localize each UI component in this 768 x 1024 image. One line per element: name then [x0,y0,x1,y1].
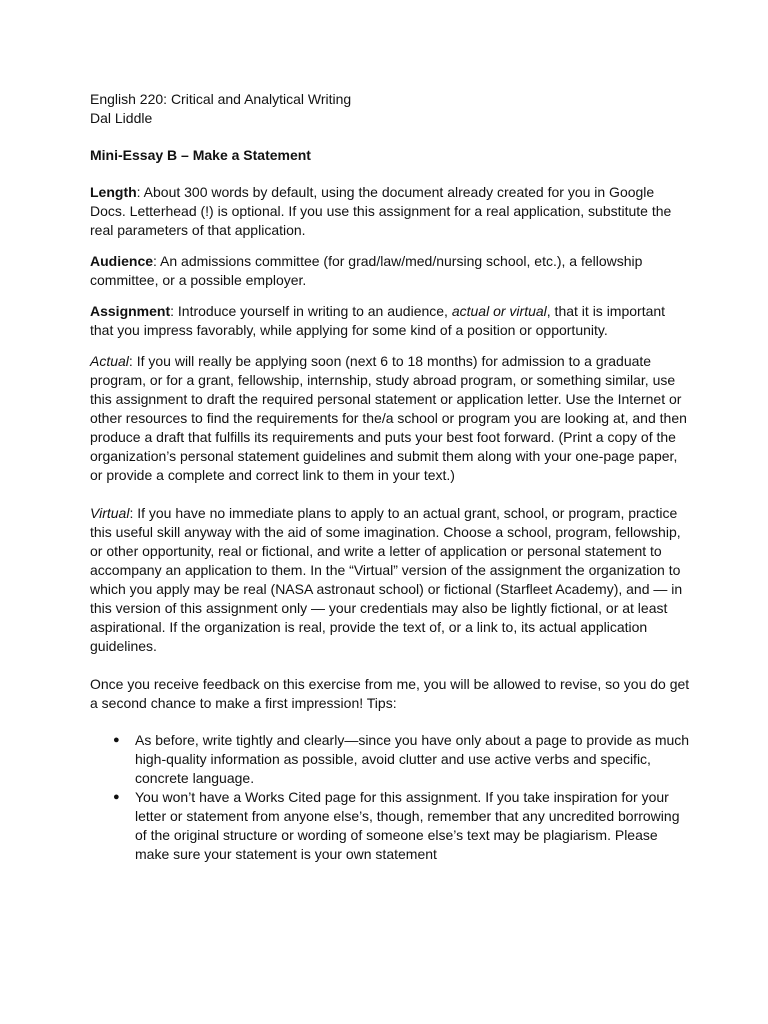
assignment-title: Mini-Essay B – Make a Statement [90,147,311,163]
virtual-paragraph [90,504,690,656]
virtual-label: Virtual [90,505,130,521]
actual-label: Actual [90,353,129,369]
tip-text: As before, write tightly and clearly—since you have only about a page to provide as much high-quality information as possible, avoid clutter and use active verbs and specific, concrete language. [135,732,690,786]
actual-text: : If you will really be applying soon (next 6 to 18 months) for admission to a graduate program, or for a grant, fellowship, internship, study abroad program, or something similar, use this assignment to draft the required personal statement or application letter. Use the Internet or other resources to find the requirements for the/a school or program you are looking at, and then produce a draft that fulfills its requirements and puts your best foot forward. (Print a copy of the organization’s personal statement guidelines and submit them along with your one-page paper, or provide a complete and correct link to them in your text.) [90,353,687,483]
list-item [90,788,690,864]
tips-list [90,731,690,864]
assignment-text-after: , that it is important that you impress favorably, while applying for some kind of a position or opportunity. [90,303,666,338]
length-text: : About 300 words by default, using the document already created for you in Google Docs. Letterhead (!) is optional. If you use this assignment for a real application, substitute the real parameters of that application. [90,184,672,238]
actual-paragraph [90,352,690,485]
assignment-text-before: : Introduce yourself in writing to an audience, [170,303,452,319]
bullet-icon: ● [113,734,120,746]
tip-text: You won’t have a Works Cited page for this assignment. If you take inspiration for your letter or statement from anyone else’s, though, remember that any uncredited borrowing of the original structure or wording of someone else’s text may be plagiarism. Please make sure your statement is your own statement [135,789,680,862]
assignment-label: Assignment [90,303,171,319]
audience-label: Audience [90,253,154,269]
course-title: English 220: Critical and Analytical Writing [90,91,352,107]
assignment-paragraph [90,302,690,340]
length-paragraph [90,183,690,240]
bullet-icon: ● [113,791,120,803]
list-item [90,731,690,788]
assignment-italic: actual or virtual [451,303,547,319]
virtual-text: : If you have no immediate plans to apply to an actual grant, school, or program, practice this useful skill anyway with the aid of some imagination. Choose a school, program, fellowship, or other opportunity, real or fictional, and write a letter of application or personal statement to accompany an application to them. In the “Virtual” version of the assignment the organization to which you apply may be real (NASA astronaut school) or fictional (Starfleet Academy), and — in this version of this assignment only — your credentials may also be lightly fictional, or at least aspirational. If the organization is real, provide the text of, or a link to, its actual application guidelines. [90,505,683,654]
feedback-paragraph: Once you receive feedback on this exercise from me, you will be allowed to revise, so you do get a second chance to make a first impression! Tips: [90,676,690,711]
document-page [90,90,690,864]
audience-paragraph [90,252,690,290]
audience-text: : An admissions committee (for grad/law/med/nursing school, etc.), a fellowship committee, or a possible employer. [90,253,643,288]
length-label: Length [90,184,137,200]
instructor-name: Dal Liddle [90,110,153,126]
